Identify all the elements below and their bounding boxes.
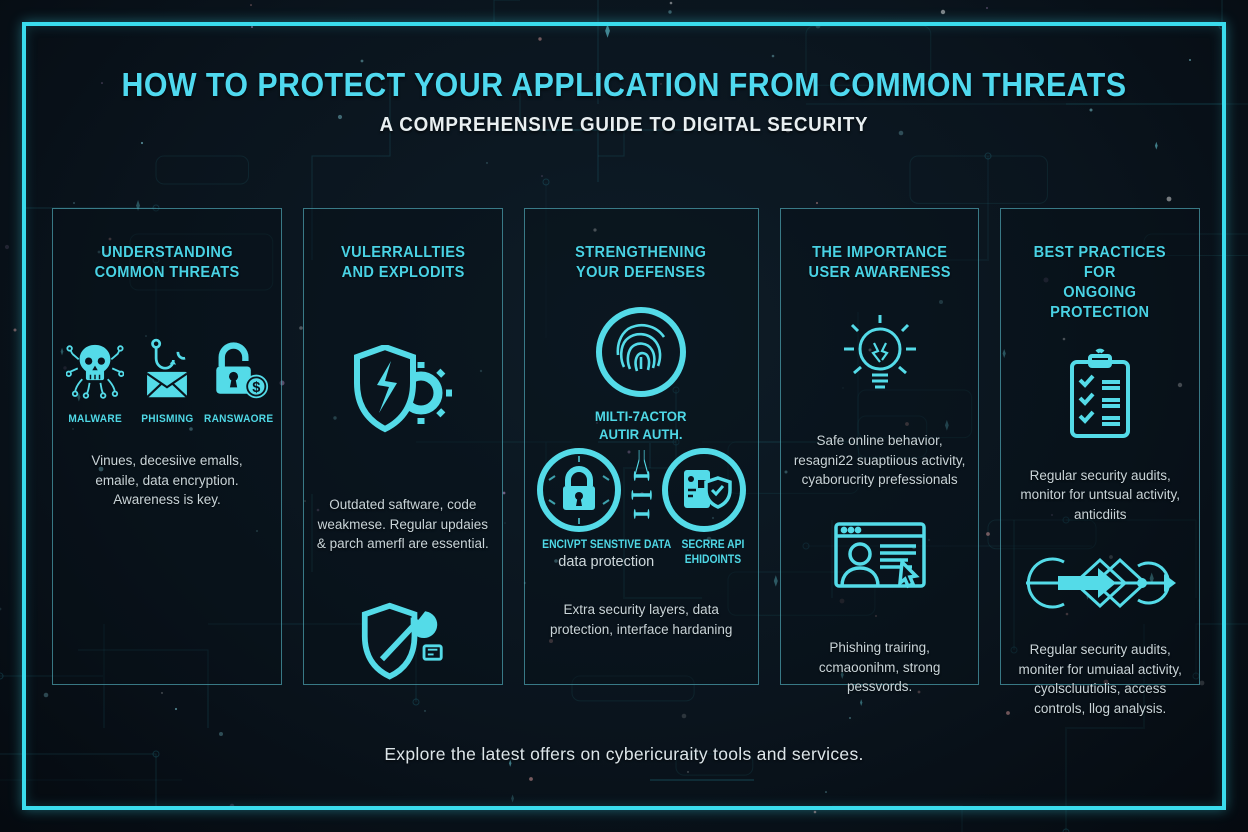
panel-title: STRENGTHENING YOUR DEFENSES xyxy=(575,244,707,282)
phishing-hook-envelope-icon xyxy=(138,337,196,403)
panel-body-text: Phishing trairing, ccmaoonihm, strong pessvords. xyxy=(818,639,941,695)
panel-user-awareness xyxy=(780,208,980,695)
threat-ransomware xyxy=(204,339,274,426)
panel-vulnerabilities xyxy=(303,208,503,685)
header xyxy=(0,66,1248,137)
connector-lines xyxy=(623,450,660,529)
panel-body-text: Safe online behavior, resagni22 suaptiious activity, cyaborucrity prefessionals xyxy=(793,433,966,488)
checklist-clipboard-icon xyxy=(1054,348,1146,444)
training-browser-icon xyxy=(822,516,938,616)
panel-body-text: Vinues, decesiive emalls, emaile, data encryption. Awareness is key. xyxy=(91,453,243,508)
threat-phishing xyxy=(135,337,199,425)
continuous-flow-arrow-icon xyxy=(1020,548,1180,618)
defense-labels-row xyxy=(535,538,748,571)
encrypt-sublabel: data protection xyxy=(558,554,655,571)
panel-title: THE IMPORTANCE USER AWARENESS xyxy=(808,244,951,282)
encrypt-label: ENCIVPT SENSTIVE DATA xyxy=(541,538,671,551)
panel-defenses xyxy=(524,208,759,685)
panel-body-text: Extra security layers, data protection, interface hardaning xyxy=(550,602,733,637)
threat-malware xyxy=(63,341,127,425)
mfa-label: MILTI-7ACTOR AUTIR AUTH. xyxy=(595,408,688,443)
fingerprint-icon xyxy=(594,305,688,399)
threat-label: RANSWAORE xyxy=(204,413,274,426)
lightbulb-icon xyxy=(825,309,935,405)
encryption-lock-circle-icon xyxy=(535,446,623,534)
svg-text:$: $ xyxy=(252,380,261,397)
panel-body-text: Regular security audits, monitor for untsual activity, anticdiits xyxy=(1020,467,1180,522)
threat-icons-row xyxy=(63,337,274,426)
ransomware-lock-icon xyxy=(209,339,269,403)
skull-malware-icon xyxy=(66,341,124,403)
info-columns xyxy=(52,208,1200,716)
encrypt-label-cell xyxy=(535,538,678,571)
footer-text: Explore the latest offers on cybericuraity tools and services. xyxy=(384,744,864,764)
threat-label: MALWARE xyxy=(68,413,122,426)
panel-title: VULERRALLTIES AND EXPLODITS xyxy=(340,244,465,282)
defense-nodes-row xyxy=(535,446,748,534)
api-shield-circle-icon xyxy=(660,446,748,534)
page-subtitle: A COMPREHENSIVE GUIDE TO DIGITAL SECURITY xyxy=(379,114,869,136)
panel-title: BEST PRACTICES FOR ONGOING PROTECTION xyxy=(1034,244,1167,322)
panel-body-text: Outdated saftware, code weakmese. Regular updaies & parch amerfl are essential. xyxy=(316,497,489,552)
api-label: SECRRE API EHIDOINTS xyxy=(681,538,745,567)
panel-best-practices xyxy=(1000,208,1200,716)
broken-shield-gear-icon xyxy=(351,345,455,437)
panel-title: UNDERSTANDING COMMON THREATS xyxy=(94,244,240,282)
api-label-cell xyxy=(678,538,748,571)
shield-wrench-icon xyxy=(357,600,449,686)
threat-label: PHISMING xyxy=(140,413,194,426)
panel-common-threats xyxy=(52,208,282,685)
panel-body-text: Regular security audits, moniter for umuiaal activity, cyolscluutiolis, access controls, llog analysis. xyxy=(1018,642,1182,716)
page-title: HOW TO PROTECT YOUR APPLICATION FROM COMMON THREATS xyxy=(121,66,1127,103)
